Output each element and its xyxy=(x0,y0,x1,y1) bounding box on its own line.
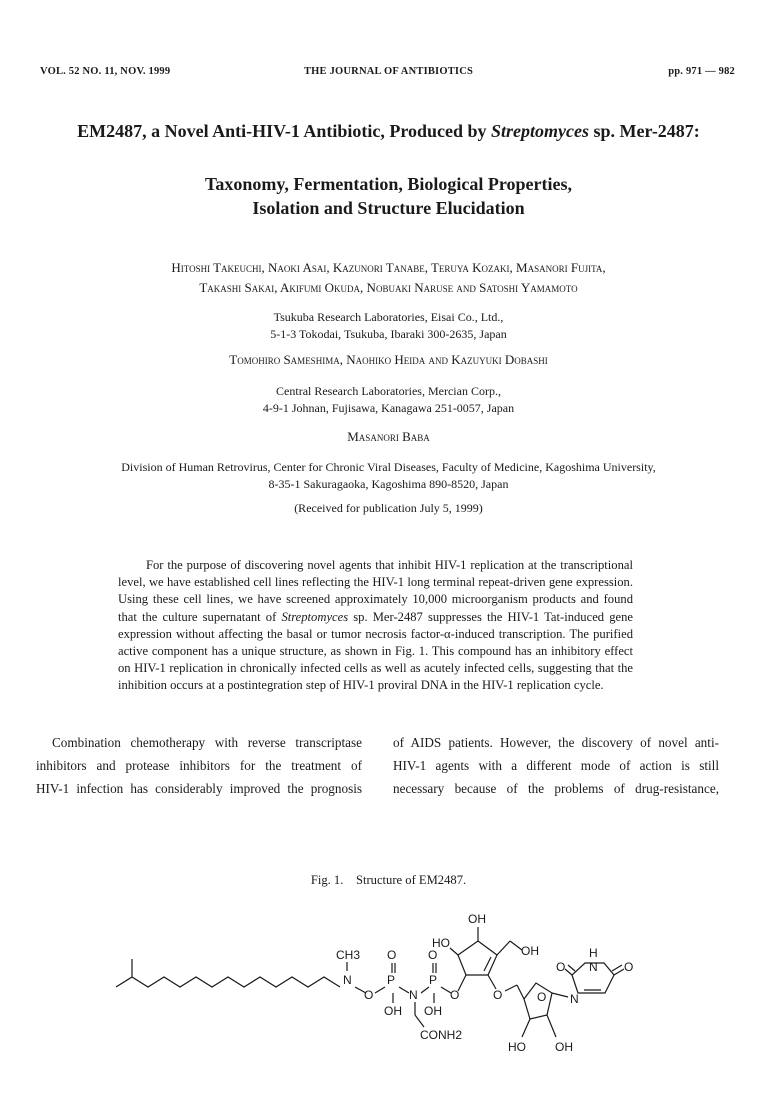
author-list-2: Tomohiro Sameshima, Naohiko Heida and Kazuyuki Dobashi xyxy=(229,352,548,367)
label-n2: N xyxy=(409,988,418,1002)
header-pages: pp. 971 — 982 xyxy=(668,66,735,77)
label-ho-bottom: HO xyxy=(508,1040,526,1054)
label-ch3: CH3 xyxy=(336,948,361,962)
author-list-3: Masanori Baba xyxy=(347,429,430,444)
author-line-1: Hitoshi Takeuchi, Naoki Asai, Kazunori Tanabe, Teruya Kozaki, Masanori Fujita, xyxy=(171,260,606,275)
label-o4: O xyxy=(450,988,460,1002)
label-o5: O xyxy=(493,988,503,1002)
body-right-line-1: of AIDS patients. However, the discovery of novel anti- xyxy=(393,735,719,750)
figure-caption xyxy=(0,873,777,888)
paper-subtitle xyxy=(0,172,777,220)
chemical-structure xyxy=(0,905,777,1075)
header-journal: THE JOURNAL OF ANTIBIOTICS xyxy=(303,66,474,77)
subtitle-line-1: Taxonomy, Fermentation, Biological Properties, xyxy=(205,174,572,194)
affiliation-3 xyxy=(0,459,777,493)
header-volume: VOL. 52 NO. 11, NOV. 1999 xyxy=(40,66,171,77)
label-o1: O xyxy=(387,948,397,962)
title-italic: Streptomyces xyxy=(491,121,589,141)
label-n-base2: N xyxy=(589,960,598,974)
affiliation-2-line-1: Central Research Laboratories, Mercian Corp., xyxy=(276,384,501,398)
title-suffix: sp. Mer-2487: xyxy=(589,121,700,141)
received-date: (Received for publication July 5, 1999) xyxy=(294,501,483,515)
label-oh1: OH xyxy=(384,1004,402,1018)
body-column-left xyxy=(36,731,362,800)
label-o-base1: O xyxy=(556,960,566,974)
label-conh2: CONH2 xyxy=(420,1028,463,1042)
label-oh-top: OH xyxy=(468,912,486,926)
body-left-line-1: Combination chemotherapy with reverse transcriptase xyxy=(52,735,362,750)
label-p1: P xyxy=(387,973,396,987)
label-o-ring: O xyxy=(537,990,547,1004)
affiliation-3-line-1: Division of Human Retrovirus, Center for Chronic Viral Diseases, Faculty of Medicine, Kagoshima University, xyxy=(121,460,656,474)
affiliation-1 xyxy=(0,309,777,343)
label-oh-bottom: OH xyxy=(555,1040,573,1054)
label-p2: P xyxy=(429,973,438,987)
affiliation-1-line-2: 5-1-3 Tokodai, Tsukuba, Ibaraki 300-2635, Japan xyxy=(270,327,507,341)
subtitle-line-2: Isolation and Structure Elucidation xyxy=(252,198,525,218)
abstract-part-2: sp. Mer-2487 suppresses the HIV-1 Tat-induced gene expression without affecting the basal or tumor necrosis factor-α-induced transcription. The purified active component has a unique structure, as shown in Fig. 1. This compound has an inhibitory effect on HIV-1 replication in chronically infected cells as well as acutely infected cells, suggesting that the inhibition occurs at a postintegration step of HIV-1 proviral DNA in the HIV-1 replication cycle. xyxy=(118,609,633,693)
label-o-base2: O xyxy=(624,960,634,974)
label-oh2: OH xyxy=(424,1004,442,1018)
body-left-line-2: inhibitors and protease inhibitors for the treatment of xyxy=(36,758,362,773)
figure-caption-label: Fig. 1. xyxy=(310,873,344,887)
cyclopentene-ring xyxy=(450,927,522,991)
abstract xyxy=(118,557,633,695)
affiliation-2 xyxy=(0,383,777,417)
figure-caption-text: Structure of EM2487. xyxy=(355,873,467,887)
affiliation-3-line-2: 8-35-1 Sakuragaoka, Kagoshima 890-8520, Japan xyxy=(268,477,509,491)
body-right-line-2: HIV-1 agents with a different mode of action is still xyxy=(393,758,719,773)
label-n-base: N xyxy=(570,992,579,1006)
body-column-right xyxy=(393,731,719,800)
label-o3: O xyxy=(364,988,374,1002)
affiliation-1-line-1: Tsukuba Research Laboratories, Eisai Co., Ltd., xyxy=(273,310,504,324)
abstract-part-1: For the purpose of discovering novel agents that inhibit HIV-1 replication at the transcriptional level, we have established cell lines reflecting the HIV-1 long terminal repeat-driven gene expression. Using these cell lines, we have screened approximately 10,000 microorganism products and found that the culture supernatant of xyxy=(118,558,633,624)
affiliation-2-line-2: 4-9-1 Johnan, Fujisawa, Kanagawa 251-0057, Japan xyxy=(262,401,515,415)
label-oh-right: OH xyxy=(521,944,539,958)
body-right-line-3: necessary because of the problems of drug-resistance, xyxy=(393,781,719,796)
label-ho: HO xyxy=(432,936,450,950)
abstract-italic: Streptomyces xyxy=(281,609,349,624)
author-list-1 xyxy=(0,258,777,298)
label-h-base: H xyxy=(589,946,598,960)
paper-title xyxy=(0,121,777,142)
alkyl-chain xyxy=(116,959,340,987)
label-n1: N xyxy=(343,973,352,987)
author-line-2: Takashi Sakai, Akifumi Okuda, Nobuaki Naruse and Satoshi Yamamoto xyxy=(199,280,578,295)
label-o2: O xyxy=(428,948,438,962)
body-left-line-3: HIV-1 infection has considerably improved the prognosis xyxy=(36,781,362,796)
title-prefix: EM2487, a Novel Anti-HIV-1 Antibiotic, Produced by xyxy=(77,121,492,141)
